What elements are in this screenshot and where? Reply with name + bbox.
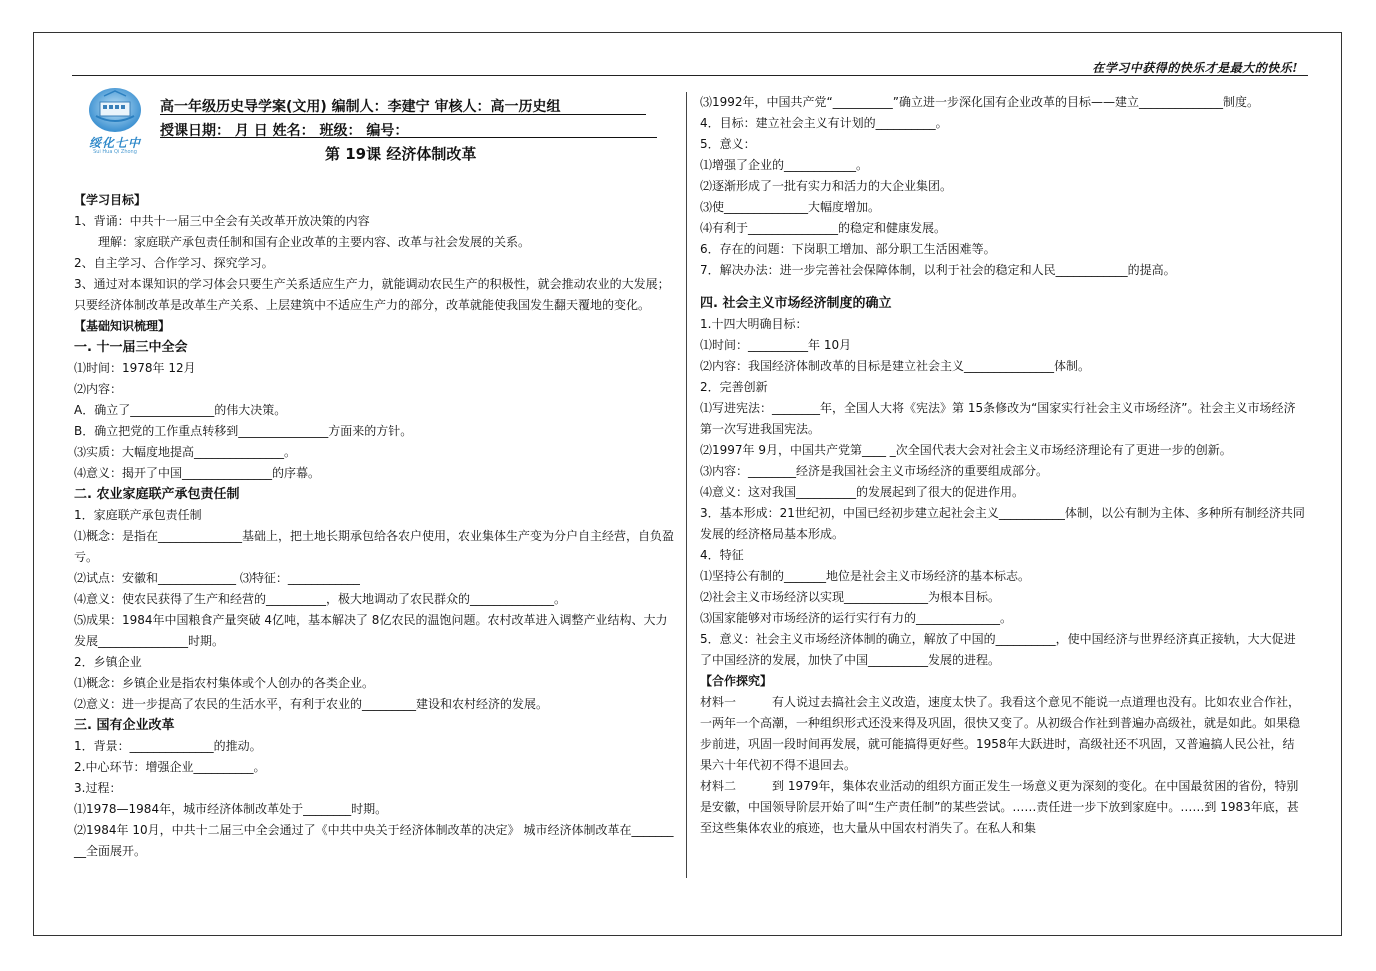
left-line: ⑵试点：安徽和_____________ ⑶特征：____________ (74, 571, 360, 585)
header-line-1-rule (160, 114, 646, 115)
right-column (700, 92, 1305, 839)
right-line: 3．基本形成：21世纪初，中国已经初步建立起社会主义___________体制，以公有制为主体、多种所有制经济共同发展的经济格局基本形成。 (700, 506, 1305, 541)
column-divider (686, 92, 687, 878)
left-line: 2.中心环节：增强企业__________。 (74, 760, 266, 774)
right-line: 材料一 有人说过去搞社会主义改造，速度太快了。我看这个意见不能说一点道理也没有。比如农业合作社，一两年一个高潮，一种组织形式还没来得及巩固，很快又变了。从初级合作社到普遍办高级社，就是如此。如果稳步前进，巩固一段时间再发展，就可能搞得更好些。1958年大跃进时，高级社还不巩固，又普遍搞人民公社，结果六十年代初不得不退回去。 (700, 695, 1301, 772)
left-line: 1．背景：______________的推动。 (74, 739, 262, 753)
header-line-1: 高一年级历史导学案(文用) 编制人：李建宁 审核人：高一历史组 (160, 99, 561, 115)
right-line: ⑵逐渐形成了一批有实力和活力的大企业集团。 (700, 179, 953, 193)
right-line: 4．特征 (700, 548, 744, 562)
left-line: 2、自主学习、合作学习、探究学习。 (74, 256, 274, 270)
right-line: 6．存在的问题：下岗职工增加、部分职工生活困难等。 (700, 242, 996, 256)
left-line: A．确立了______________的伟大决策。 (74, 403, 287, 417)
left-line: ⑵1984年 10月，中共十二届三中全会通过了《中共中央关于经济体制改革的决定》 城市经济体制改革在_________全面展开。 (74, 823, 674, 858)
right-line: 材料二 到 1979年，集体农业活动的组织方面正发生一场意义更为深刻的变化。在中国最贫困的省份，特别是安徽，中国领导阶层开始了叫“生产责任制”的某些尝试。……责任进一步下放到家庭中。……到 1983年底，甚至这些集体农业的痕迹，也大量从中国农村消失了。在私人和集 (700, 779, 1299, 835)
right-line: ⑷有利于_______________的稳定和健康发展。 (700, 221, 947, 235)
left-line: 三. 国有企业改革 (74, 718, 175, 733)
left-line: ⑶实质：大幅度地提高_______________。 (74, 445, 297, 459)
right-line: ⑶国家能够对市场经济的运行实行有力的______________。 (700, 611, 1013, 625)
left-line: ⑴1978—1984年，城市经济体制改革处于________时期。 (74, 802, 388, 816)
right-line: 5．意义：社会主义市场经济体制的确立，解放了中国的__________，使中国经济与世界经济真正接轨，大大促进了中国经济的发展，加快了中国__________发展的进程。 (700, 632, 1296, 667)
left-line: ⑷意义：使农民获得了生产和经营的__________，极大地调动了农民群众的______________。 (74, 592, 567, 606)
left-column (74, 190, 674, 862)
right-line: 1.十四大明确目标： (700, 317, 808, 331)
right-line: 5．意义： (700, 137, 756, 151)
right-line (700, 281, 1305, 293)
left-line: 理解：家庭联产承包责任制和国有企业改革的主要内容、改革与社会发展的关系。 (74, 235, 531, 249)
right-line: ⑵1997年 9月，中国共产党第____ _次全国代表大会对社会主义市场经济理论有了更进一步的创新。 (700, 443, 1232, 457)
lesson-title: 第 19课 经济体制改革 (325, 145, 477, 163)
right-line: 4．目标：建立社会主义有计划的__________。 (700, 116, 948, 130)
right-line: ⑷意义：这对我国__________的发展起到了很大的促进作用。 (700, 485, 1025, 499)
right-line: ⑴时间：__________年 10月 (700, 338, 852, 352)
left-line: 一. 十一届三中全会 (74, 340, 188, 355)
school-logo (80, 86, 150, 160)
right-line: 2．完善创新 (700, 380, 768, 394)
right-line: ⑶内容：________经济是我国社会主义市场经济的重要组成部分。 (700, 464, 1049, 478)
right-line: ⑵内容：我国经济体制改革的目标是建立社会主义_______________体制。 (700, 359, 1091, 373)
right-line: ⑴坚持公有制的_______地位是社会主义市场经济的基本标志。 (700, 569, 1031, 583)
header-line-2-rule (160, 137, 657, 138)
left-line: 【基础知识梳理】 (74, 319, 171, 333)
left-line: 3.过程： (74, 781, 122, 795)
right-line: ⑵社会主义市场经济以实现______________为根本目标。 (700, 590, 1001, 604)
right-line: 7．解决办法：进一步完善社会保障体制，以利于社会的稳定和人民____________的提高。 (700, 263, 1176, 277)
left-line: B．确立把党的工作重点转移到_______________方面来的方针。 (74, 424, 413, 438)
left-line: ⑵意义：进一步提高了农民的生活水平，有利于农业的_________建设和农村经济的发展。 (74, 697, 549, 711)
left-line: ⑴时间：1978年 12月 (74, 361, 196, 375)
left-line: 1、背诵：中共十一届三中全会有关改革开放决策的内容 (74, 214, 370, 228)
left-line: ⑸成果：1984年中国粮食产量突破 4亿吨，基本解决了 8亿农民的温饱问题。农村改革进入调整产业结构、大力发展_______________时期。 (74, 613, 668, 648)
left-line: 3、通过对本课知识的学习体会只要生产关系适应生产力，就能调动农民生产的积极性，就会推动农业的大发展；只要经济体制改革是改革生产关系、上层建筑中不适应生产力的部分，改革就能使我国发生翻天覆地的变化。 (74, 277, 670, 312)
left-line: ⑷意义：揭开了中国_______________的序幕。 (74, 466, 321, 480)
right-line: 四. 社会主义市场经济制度的确立 (700, 296, 892, 311)
logo-icon (80, 86, 150, 134)
left-line: ⑵内容： (74, 382, 123, 396)
right-line: ⑴写进宪法：________年，全国人大将《宪法》第 15条修改为“国家实行社会主义市场经济”。社会主义市场经济第一次写进我国宪法。 (700, 401, 1296, 436)
left-line: ⑴概念：是指在______________基础上，把土地长期承包给各农户使用，农业集体生产变为分户自主经营，自负盈亏。 (74, 529, 675, 564)
left-line: 二. 农业家庭联产承包责任制 (74, 487, 240, 502)
header-rule (72, 75, 1308, 76)
header-line-2: 授课日期： 月 日 姓名： 班级： 编号： (160, 123, 409, 139)
logo-name: 绥化七中 (88, 136, 141, 150)
right-line: 【合作探究】 (700, 674, 773, 688)
left-line: 1．家庭联产承包责任制 (74, 508, 202, 522)
right-line: ⑶1992年，中国共产党“__________”确立进一步深化国有企业改革的目标——建立______________制度。 (700, 95, 1259, 109)
logo-subtitle: Sui Hua Qi Zhong (93, 149, 137, 155)
header-slogan: 在学习中获得的快乐才是最大的快乐! (1092, 61, 1298, 75)
left-line: 【学习目标】 (74, 193, 147, 207)
left-line: 2．乡镇企业 (74, 655, 142, 669)
left-line: ⑴概念：乡镇企业是指农村集体或个人创办的各类企业。 (74, 676, 375, 690)
right-line: ⑶使______________大幅度增加。 (700, 200, 881, 214)
right-line: ⑴增强了企业的____________。 (700, 158, 869, 172)
